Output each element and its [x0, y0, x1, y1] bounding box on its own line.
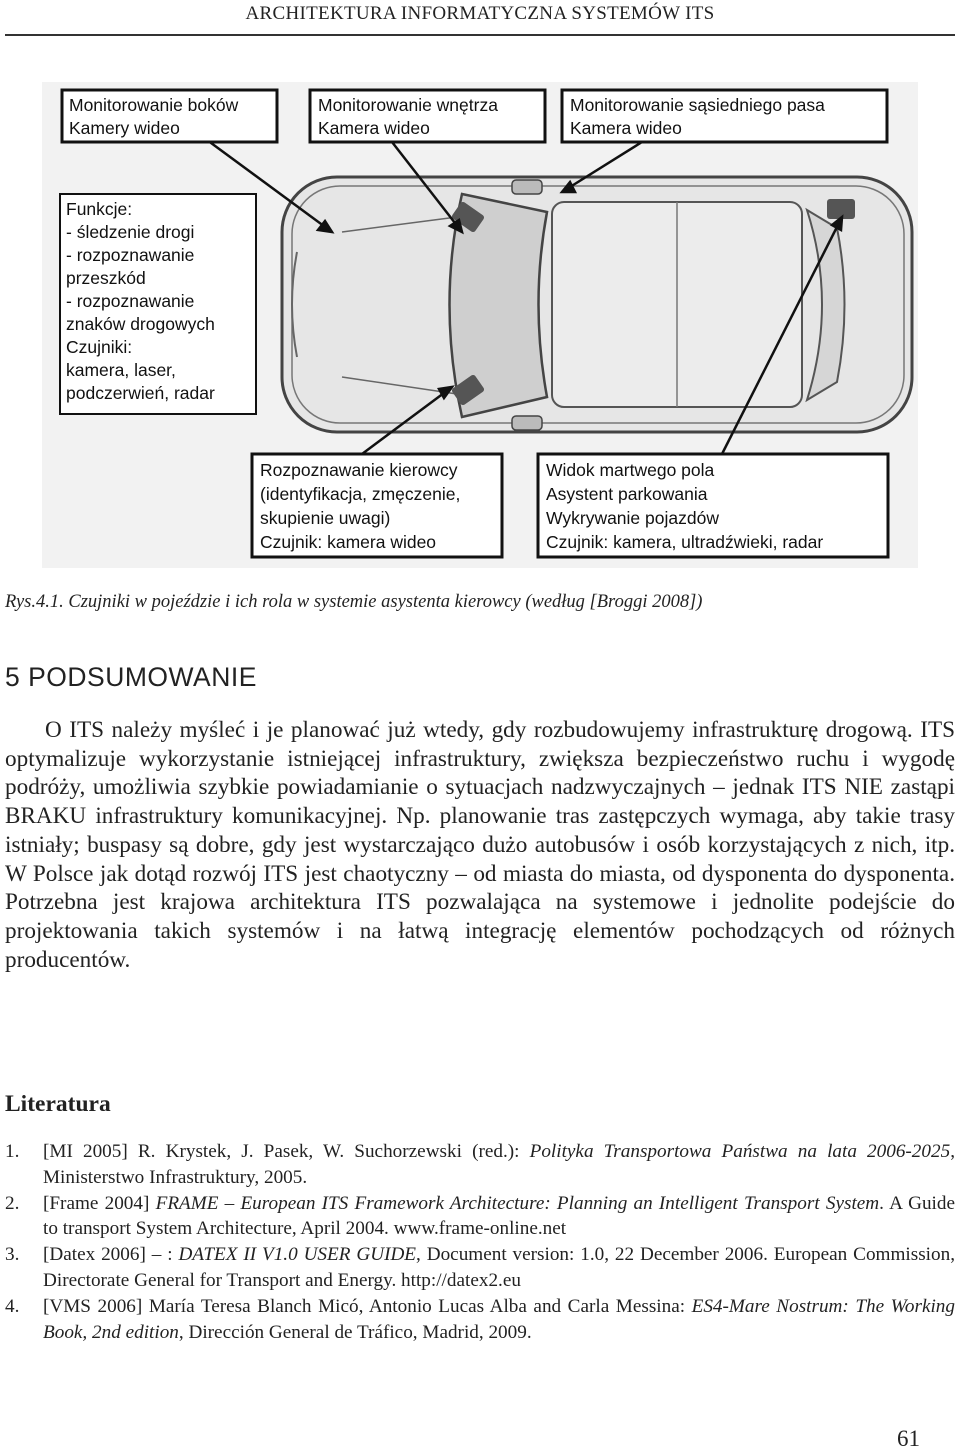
literature-title: Literatura: [5, 1091, 111, 1117]
box-left-top-line1: Monitorowanie boków: [69, 95, 239, 115]
box-center-top-line1: Monitorowanie wnętrza: [318, 95, 498, 115]
car-illustration: [282, 177, 912, 432]
functions-line: znaków drogowych: [66, 314, 215, 334]
reference-item: 1. [MI 2005] R. Krystek, J. Pasek, W. Suchorzewski (red.): Polityka Transportowa Państwa na lata 2006-2025, Ministerstwo Infrastruktury, 2005.: [5, 1141, 955, 1188]
functions-line: - śledzenie drogi: [66, 222, 195, 242]
functions-line: - rozpoznawanie: [66, 245, 195, 265]
functions-line: Czujniki:: [66, 337, 133, 357]
box-bottom-right-line: Wykrywanie pojazdów: [546, 508, 719, 528]
box-left-top-line2: Kamery wideo: [69, 118, 180, 138]
box-bottom-left-line: skupienie uwagi): [260, 508, 391, 528]
running-header: ARCHITEKTURA INFORMATYCZNA SYSTEMÓW ITS: [245, 3, 715, 24]
box-bottom-right-line: Czujnik: kamera, ultradźwieki, radar: [546, 532, 824, 552]
functions-line: Funkcje:: [66, 199, 133, 219]
summary-paragraph: O ITS należy myśleć i je planować już wtedy, gdy rozbudowujemy infrastrukturę drogową. ITS optymalizuje wykorzystanie istniejącej infrastruktury, zwiększa bezpieczeństwo ruchu i wygodę podróży, umożliwia szybkie powiadamianie o sytuacjach nadzwyczajnych – jednak ITS NIE zastąpi BRAKU infrastruktury komunikacyjnej. Np. planowanie tras zastępczych wymaga, aby takie trasy istniały; buspasy są dobre, gdy jest wystarczająco dużo autobusów i osób korzystających z nich, itp. W Polsce jak dotąd rozwój ITS jest chaotyczny – od miasta do miasta, od dysponenta do dysponenta. Potrzebna jest krajowa architektura ITS pozwalająca na systemowe i jednolite podejście do projektowania takich systemów i na łatwą integrację elementów pochodzących od różnych producentów.: [5, 717, 955, 973]
functions-line: podczerwień, radar: [66, 383, 215, 403]
box-bottom-left-line: Rozpoznawanie kierowcy: [260, 460, 458, 480]
reference-item: 2. [Frame 2004] FRAME – European ITS Framework Architecture: Planning an Intelligent Transport System. A Guide to transport System Architecture, April 2004. www.frame-online.net: [5, 1192, 955, 1240]
header-rule: [5, 34, 955, 36]
box-center-top-line2: Kamera wideo: [318, 118, 430, 138]
functions-line: kamera, laser,: [66, 360, 176, 380]
box-right-top-line1: Monitorowanie sąsiedniego pasa: [570, 95, 825, 115]
reference-item: 4. [VMS 2006] María Teresa Blanch Micó, Antonio Lucas Alba and Carla Messina: ES4-Mare Nostrum: The Working Book, 2nd edition, Dirección General de Tráfico, Madrid, 2009.: [5, 1295, 955, 1343]
box-bottom-right-line: Asystent parkowania: [546, 484, 708, 504]
box-bottom-left-line: (identyfikacja, zmęczenie,: [260, 484, 461, 504]
box-bottom-left-line: Czujnik: kamera wideo: [260, 532, 437, 552]
box-bottom-right-line: Widok martwego pola: [546, 460, 715, 480]
functions-line: przeszkód: [66, 268, 146, 288]
functions-line: - rozpoznawanie: [66, 291, 195, 311]
page-number: 61: [897, 1426, 920, 1451]
reference-item: 3. [Datex 2006] – : DATEX II V1.0 USER GUIDE, Document version: 1.0, 22 December 2006. European Commission, Directorate General for Transport and Energy. http://datex2.eu: [5, 1244, 955, 1291]
figure-caption: Rys.4.1. Czujniki w pojeździe i ich rola w systemie asystenta kierowcy (według [Broggi 2008]): [5, 592, 703, 612]
reference-list: [5, 1139, 955, 1345]
section-title: 5 PODSUMOWANIE: [5, 662, 257, 692]
box-right-top-line2: Kamera wideo: [570, 118, 682, 138]
sensor-figure: [42, 82, 918, 568]
